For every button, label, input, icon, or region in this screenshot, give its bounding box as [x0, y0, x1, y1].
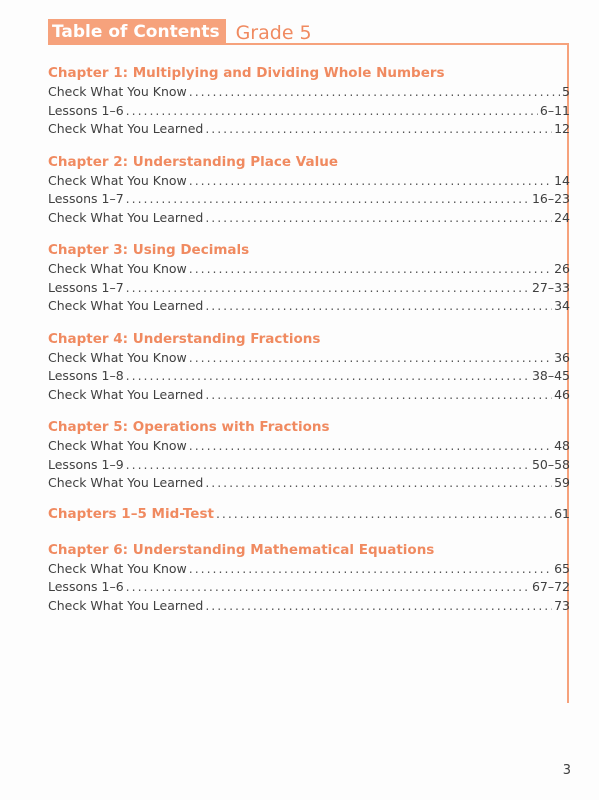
dot-leader: [216, 506, 552, 521]
dot-leader: [126, 578, 530, 597]
page-header: [48, 19, 312, 45]
entry-label: Check What You Learned: [48, 121, 204, 136]
toc-entry: [48, 474, 570, 493]
entry-label: Check What You Know: [48, 261, 187, 276]
toc-entry: [48, 172, 570, 191]
dot-leader: [126, 367, 530, 386]
dot-leader: [189, 437, 552, 456]
entry-page: 6–11: [539, 102, 570, 118]
entry-label: Check What You Learned: [48, 597, 204, 613]
entry-page: 34: [554, 298, 570, 313]
entry-label: Check What You Learned: [48, 209, 204, 225]
entry-label: Lessons 1–8: [48, 368, 124, 383]
midtest-entry: [48, 506, 570, 522]
chapter-title: Chapter 4: Understanding Fractions: [48, 330, 321, 347]
entry-label: Check What You Learned: [48, 475, 204, 490]
midtest-page: 61: [554, 505, 570, 521]
dot-leader: [126, 279, 530, 298]
dot-leader: [189, 349, 552, 368]
toc-entry: [48, 209, 570, 228]
chapter-section-1: [48, 63, 570, 139]
header-rule: [224, 43, 569, 45]
entry-label: Check What You Know: [48, 84, 187, 99]
midtest-label: Chapters 1–5 Mid-Test: [48, 505, 214, 522]
dot-leader: [189, 560, 552, 579]
entry-page: 24: [554, 209, 570, 225]
dot-leader: [189, 260, 552, 279]
entry-label: Check What You Know: [48, 438, 187, 453]
toc-entry: [48, 279, 570, 298]
chapter-title: Chapter 2: Understanding Place Value: [48, 153, 338, 170]
toc-entry: [48, 597, 570, 616]
toc-entry: [48, 190, 570, 209]
toc-entry: [48, 560, 570, 579]
toc-entry: [48, 297, 570, 316]
page-title: Table of Contents: [48, 19, 226, 45]
chapter-section-3: [48, 240, 570, 316]
dot-leader: [189, 83, 560, 102]
chapter-title: Chapter 5: Operations with Fractions: [48, 419, 330, 435]
entry-page: 50–58: [531, 456, 570, 472]
toc-entry: [48, 367, 570, 386]
entry-page: 26: [554, 261, 570, 276]
entry-label: Check What You Learned: [48, 386, 204, 402]
toc-entry: [48, 349, 570, 368]
grade-label: Grade 5: [235, 22, 312, 44]
toc-entry: [48, 120, 570, 139]
entry-label: Check What You Know: [48, 172, 187, 188]
entry-label: Check What You Learned: [48, 298, 204, 313]
dot-leader: [205, 597, 552, 616]
entry-page: 5: [562, 84, 570, 99]
entry-page: 27–33: [531, 279, 570, 295]
chapter-section-6: [48, 540, 570, 616]
dot-leader: [189, 172, 552, 191]
entry-page: 67–72: [531, 579, 570, 594]
dot-leader: [205, 120, 552, 139]
entry-label: Lessons 1–7: [48, 279, 124, 295]
dot-leader: [126, 102, 538, 121]
chapter-title: Chapter 1: Multiplying and Dividing Whole Numbers: [48, 65, 445, 81]
chapter-title: Chapter 3: Using Decimals: [48, 242, 250, 258]
entry-page: 48: [554, 438, 570, 453]
entry-label: Check What You Know: [48, 560, 187, 576]
entry-label: Lessons 1–6: [48, 102, 124, 118]
chapter-section-5: [48, 417, 570, 493]
dot-leader: [126, 456, 530, 475]
dot-leader: [205, 386, 552, 405]
entry-page: 36: [554, 349, 570, 365]
dot-leader: [126, 190, 530, 209]
dot-leader: [205, 209, 552, 228]
toc-entry: [48, 83, 570, 102]
table-of-contents: [48, 63, 570, 628]
entry-page: 12: [554, 121, 570, 136]
chapter-title: Chapter 6: Understanding Mathematical Equations: [48, 541, 435, 558]
entry-label: Lessons 1–6: [48, 579, 124, 594]
chapter-section-4: [48, 329, 570, 405]
toc-entry: [48, 456, 570, 475]
entry-page: 73: [554, 597, 570, 613]
entry-page: 14: [554, 172, 570, 188]
entry-label: Lessons 1–9: [48, 456, 124, 472]
toc-entry: [48, 102, 570, 121]
entry-label: Check What You Know: [48, 349, 187, 365]
toc-entry: [48, 437, 570, 456]
entry-page: 38–45: [531, 368, 570, 383]
entry-page: 59: [554, 475, 570, 490]
dot-leader: [205, 297, 552, 316]
chapter-section-2: [48, 152, 570, 228]
page-number: 3: [562, 763, 571, 778]
toc-entry: [48, 386, 570, 405]
entry-page: 65: [554, 560, 570, 576]
entry-page: 46: [554, 386, 570, 402]
dot-leader: [205, 474, 552, 493]
toc-entry: [48, 260, 570, 279]
toc-entry: [48, 578, 570, 597]
entry-page: 16–23: [531, 191, 570, 206]
entry-label: Lessons 1–7: [48, 191, 124, 206]
